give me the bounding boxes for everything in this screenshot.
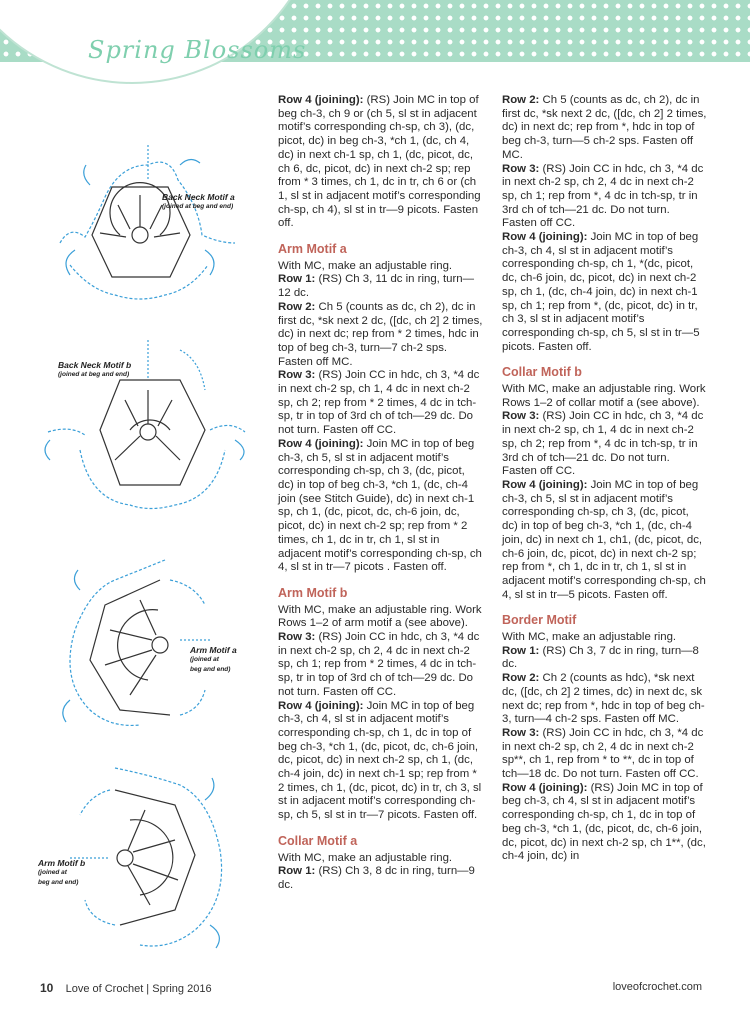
instruction-row: Row 4 (joining): (RS) Join MC in top of beg ch-3, ch 4, sl st in adjacent motif’s corresponding ch-sp, ch 1, dc in top of beg ch-3, *ch 1, (dc, picot, dc, ch-6 join, dc, picot, dc) in next ch-2 sp, ch 1**, (dc, ch-4 join, dc) in	[502, 781, 706, 863]
instruction-row: Row 3: (RS) Join CC in hdc, ch 3, *4 dc in next ch-2 sp, ch 2, 4 dc in next ch-2 sp, ch 1; rep from * 2 times, 4 dc in tch-sp, tr in top of 3rd ch of tch—29 dc. Do not turn. Fasten off CC.	[278, 631, 480, 698]
text-column-1	[278, 94, 483, 893]
instruction-row: Row 2: Ch 5 (counts as dc, ch 2), dc in first dc, *sk next 2 dc, ([dc, ch 2] 2 times, dc) in next dc; rep from * 2 times, hdc in top of beg ch-3, turn—7 ch-2 sps. Fasten off MC.	[278, 300, 483, 368]
back-neck-motif-a-chart	[30, 125, 260, 305]
motif-label: Back Neck Motif b (joined at beg and end)	[58, 360, 132, 378]
arm-motif-a-chart	[30, 550, 260, 730]
diagram-arm-motif-b	[30, 760, 260, 955]
diagram-back-neck-motif-a	[30, 125, 260, 305]
instruction-row: Row 4 (joining): Join MC in top of beg ch-3, ch 5, sl st in adjacent motif’s corresponding ch-sp, ch 3, (dc, picot, dc) in top of beg ch-3, *ch 1, (dc, ch-4 join (see Stitch Guide), dc) in next ch-1 sp, ch 1, (dc, picot, dc, ch-6 join, dc, picot, dc) in next ch-2 sp; rep from * 2 times, ch 1, dc in tr, ch 1, sl st in adjacent motif’s corresponding ch-sp, ch 4, sl st in tr—7 picots . Fasten off.	[278, 437, 482, 574]
publication-name: Love of Crochet	[65, 983, 144, 995]
instruction-intro: With MC, make an adjustable ring.	[278, 259, 453, 272]
paragraph-row4-joining: Row 4 (joining): (RS) Join MC in top of beg ch-3, ch 9 or (ch 5, sl st in adjacent motif’s corresponding ch-sp, ch 3), (dc, picot, dc) in beg ch-3, *ch 1, (dc, ch 4, dc) in next ch-1 sp, ch 1, (dc, picot, dc, ch 6, dc, picot, dc) in next ch-2 sp; rep from * 3 times, ch 1, dc in tr, ch 6 or (ch 1, sl st in adjacent motif’s corresponding ch-sp, ch 4), sl st in tr—9 picots. Fasten off.	[278, 94, 481, 230]
instruction-intro: With MC, make an adjustable ring. Work Rows 1–2 of collar motif a (see above).	[502, 383, 706, 409]
instruction-row: Row 3: (RS) Join CC in hdc, ch 3, *4 dc in next ch-2 sp, ch 1, 4 dc in next ch-2 sp, ch 2; rep from * 2 times, 4 dc in tch-sp, tr in top of 3rd ch of tch—29 dc. Do not turn. Fasten off CC.	[278, 369, 480, 437]
footer-website: loveofcrochet.com	[612, 981, 702, 993]
heading-arm-motif-b: Arm Motif b	[278, 585, 348, 600]
diagram-arm-motif-a	[30, 550, 260, 730]
instruction-row: Row 3: (RS) Join CC in hdc, ch 3, *4 dc in next ch-2 sp, ch 2, 4 dc in next ch-2 sp**, ch 1, rep from * to **, dc in top of tch—18 dc. Do not turn. Fasten off CC.	[502, 726, 704, 781]
instruction-row: Row 3: (RS) Join CC in hdc, ch 3, *4 dc in next ch-2 sp, ch 1, 4 dc in next ch-2 sp, ch 2; rep from *, 4 dc in tch-sp, tr in 3rd ch of tch—21 dc. Do not turn. Fasten off CC.	[502, 410, 704, 478]
instruction-row: Row 4 (joining): Join MC in top of beg ch-3, ch 4, sl st in adjacent motif’s corresponding ch-sp, ch 1, dc in top of beg ch-3, *ch 1, (dc, picot, dc, ch-6 join, dc, picot, dc) in next ch-2 sp, ch 1, (dc, ch-4 join, dc) in next ch-1 sp; rep from * 2 times, ch 1, (dc, picot, dc) in tr, ch 3, sl st in adjacent motif’s corresponding ch-sp, ch 5, sl st in tr—7 picots. Fasten off.	[278, 699, 482, 822]
page-title: Spring Blossoms	[88, 36, 307, 64]
page-number: 10	[40, 981, 54, 995]
motif-label: Back Neck Motif a (joined at beg and end)	[162, 192, 235, 210]
text-column-2	[502, 94, 707, 864]
instruction-row: Row 1: (RS) Ch 3, 11 dc in ring, turn—12 dc.	[278, 273, 475, 300]
diagram-back-neck-motif-b	[30, 340, 260, 515]
instruction-row: Row 4 (joining): Join MC in top of beg ch-3, ch 4, sl st in adjacent motif’s corresponding ch-sp, ch 1, *(dc, picot, dc, ch-6 join, dc, picot, dc) in next ch-2 sp, ch 1, (dc, ch-4 join, dc) in next ch-1 sp, ch 1; rep from *, (dc, picot, dc) in tr, ch 3, sl st in adjacent motif’s corresponding ch-sp, ch 5, sl st in tr—5 picots. Fasten off.	[502, 231, 700, 353]
issue-name: Spring 2016	[152, 983, 212, 995]
instruction-row: Row 4 (joining): Join MC in top of beg ch-3, ch 5, sl st in adjacent motif’s corresponding ch-sp, ch 3, (dc, picot, dc) in top of beg ch-3, *ch 1, (dc, ch-4 join, dc) in next ch 1, ch1, (dc, picot, dc, ch-6 join, dc, picot, dc) in next ch-2 sp; rep from *, ch 1, dc in tr, ch 1, sl st in adjacent motif’s corresponding ch-sp, ch 4, sl st in tr—5 picots. Fasten off.	[502, 478, 706, 601]
instruction-row: Row 1: (RS) Ch 3, 7 dc in ring, turn—8 dc.	[502, 644, 699, 671]
heading-border-motif: Border Motif	[502, 613, 577, 628]
instruction-row: Row 2: Ch 2 (counts as hdc), *sk next dc, ([dc, ch 2] 2 times, dc) in next dc, sk next dc; rep from *, hdc in top of beg ch-3, turn—4 ch-2 sps. Fasten off MC.	[502, 672, 705, 726]
motif-label: Arm Motif b (joined at beg and end)	[38, 858, 86, 886]
heading-arm-motif-a: Arm Motif a	[278, 242, 347, 257]
instruction-row: Row 1: (RS) Ch 3, 8 dc in ring, turn—9 dc.	[278, 865, 475, 891]
heading-collar-motif-b: Collar Motif b	[502, 365, 582, 380]
instruction-intro: With MC, make an adjustable ring.	[502, 631, 677, 644]
footer-left: 10 Love of Crochet | Spring 2016	[40, 981, 212, 995]
instruction-row: Row 2: Ch 5 (counts as dc, ch 2), dc in first dc, *sk next 2 dc, ([dc, ch 2] 2 times, dc) in next dc; rep from *, hdc in top of beg ch-3, turn—5 ch-2 sps. Fasten off MC.	[502, 94, 707, 161]
instruction-intro: With MC, make an adjustable ring.	[278, 851, 453, 864]
motif-label: Arm Motif a (joined at beg and end)	[190, 645, 237, 673]
crochet-diagrams	[30, 95, 260, 965]
heading-collar-motif-a: Collar Motif a	[278, 833, 358, 848]
instruction-row: Row 3: (RS) Join CC in hdc, ch 3, *4 dc in next ch-2 sp, ch 2, 4 dc in next ch-2 sp, ch 1; rep from *, 4 dc in tch-sp, tr in 3rd ch of tch—21 dc. Do not turn. Fasten off CC.	[502, 162, 704, 230]
instruction-intro: With MC, make an adjustable ring. Work Rows 1–2 of arm motif a (see above).	[278, 603, 482, 630]
